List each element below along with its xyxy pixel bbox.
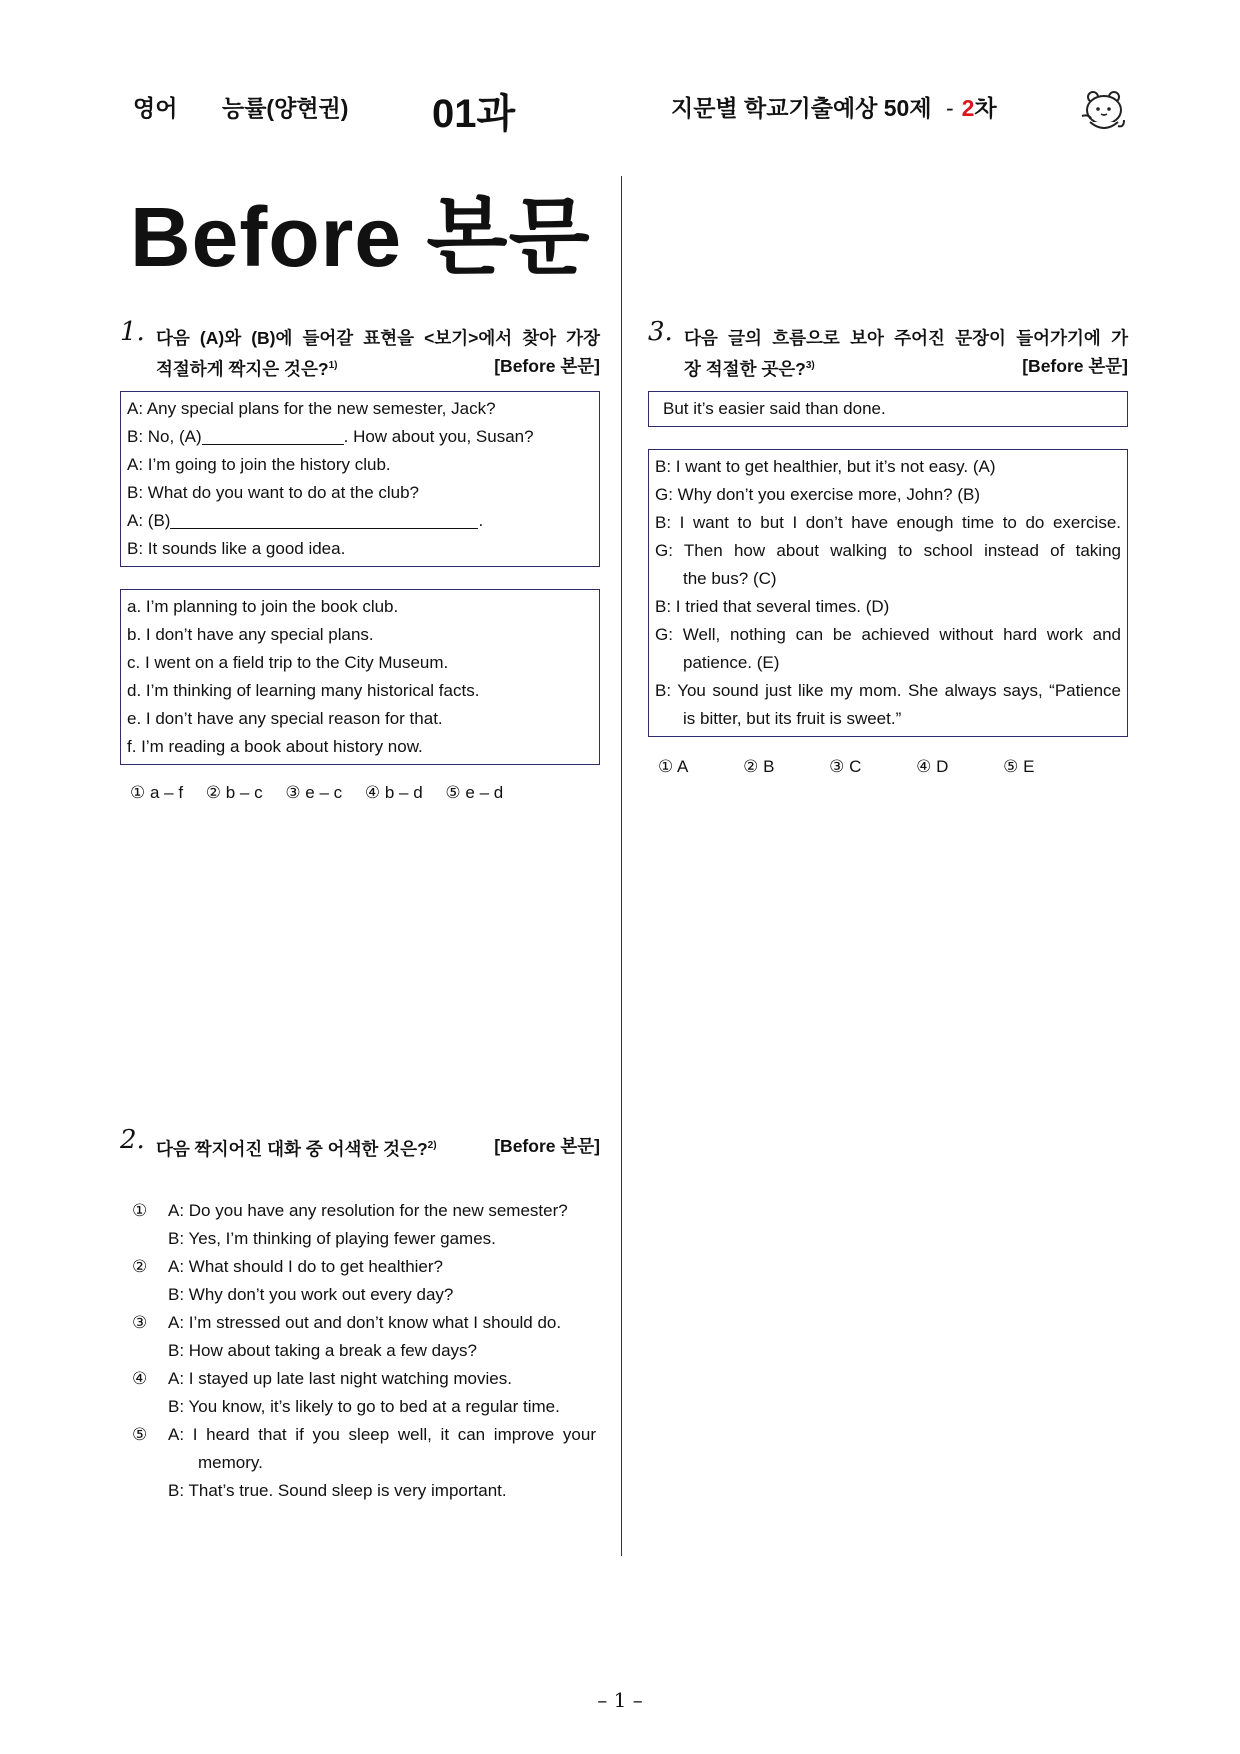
question-1-text-line2: 적절하게 짝지은 것은? [156,358,329,379]
dialogue-box [648,449,1128,737]
answer-choice[interactable]: ⑤ E [1003,756,1035,776]
question-1-text-line1: 다음 (A)와 (B)에 들어갈 표현을 <보기>에서 찾아 가장 [156,328,600,348]
lesson-label: 01과 [432,92,516,136]
series-separator: - [945,95,954,121]
question-3-text-line2: 장 적절한 곳은? [684,358,806,379]
dialogue-line: B: No, (A) . How about you, Susan? [127,426,534,446]
option-4[interactable]: ④ A: I stayed up late last night watching movies. [132,1368,512,1388]
example-item: e. I don’t have any special reason for that. [127,708,443,728]
answer-choice[interactable]: ② B [743,756,775,776]
question-number: 1. [120,317,145,347]
question-3-header [648,317,1128,383]
dialogue-line: is bitter, but its fruit is sweet.” [683,708,902,728]
page-title: Before 본문 [130,190,591,284]
dialogue-line: B: You sound just like my mom. She always says, “Patience [655,680,1121,700]
question-1-header [120,317,600,383]
example-item: f. I’m reading a book about history now. [127,736,423,756]
option-2[interactable]: ② A: What should I do to get healthier? [132,1256,444,1276]
question-3 [648,317,1128,777]
dialogue-line: B: I tried that several times. (D) [655,596,890,616]
option-2-reply: B: Why don’t you work out every day? [168,1284,454,1304]
answer-choice[interactable]: ④ D [916,756,949,776]
dialogue-line: patience. (E) [683,652,780,672]
subject-label: 영어 [133,95,178,121]
dialogue-line: B: I want to but I don’t have enough time to do exercise. [655,512,1121,532]
answer-choice[interactable]: ① a – f [130,782,184,802]
option-1[interactable]: ① A: Do you have any resolution for the new semester? [132,1200,568,1220]
answer-choices [120,783,600,803]
footnote-ref: 3) [805,360,815,371]
question-1 [120,317,600,803]
answer-options [120,1197,600,1505]
round-suffix: 차 [974,95,997,121]
column-divider [621,176,622,1556]
dialogue-line: A: I’m going to join the history club. [127,454,391,474]
given-sentence-box [648,391,1128,427]
question-3-text-line1: 다음 글의 흐름으로 보아 주어진 문장이 들어가기에 가 [684,328,1128,348]
dialogue-line: A: (B) . [127,510,484,530]
examples-box [120,589,600,765]
series-name: 지문별 학교기출예상 50제 [671,95,932,121]
question-2 [120,1125,600,1505]
round-number: 2 [961,95,975,121]
dialogue-line: G: Then how about walking to school instead of taking [655,540,1121,560]
dialogue-line: G: Well, nothing can be achieved without hard work and [655,624,1121,644]
publisher-label: 능률(양현권) [222,95,349,121]
footnote-ref: 1) [328,360,338,371]
option-5[interactable]: ⑤ A: I heard that if you sleep well, it can improve your [132,1424,596,1444]
answer-choice[interactable]: ③ e – c [285,782,343,802]
answer-blank-a [202,426,344,445]
option-1-reply: B: Yes, I’m thinking of playing fewer games. [168,1228,496,1248]
option-5-continued: memory. [198,1452,263,1472]
answer-choice[interactable]: ② b – c [205,782,263,802]
question-number: 3. [648,317,673,347]
example-item: a. I’m planning to join the book club. [127,596,399,616]
option-3-reply: B: How about taking a break a few days? [168,1340,478,1360]
answer-choice[interactable]: ① A [658,756,689,776]
bear-mascot-icon [1078,86,1128,136]
footnote-ref: 2) [427,1140,437,1151]
page-number: – 1 – [597,1688,643,1712]
question-2-text: 다음 짝지어진 대화 중 어색한 것은? [156,1138,428,1159]
given-sentence: But it’s easier said than done. [663,398,886,418]
series-label [671,90,997,123]
question-2-header [120,1125,600,1163]
question-number: 2. [120,1125,145,1155]
answer-choices [648,757,1128,777]
answer-choice[interactable]: ⑤ e – d [445,782,504,802]
answer-choice[interactable]: ④ b – d [364,782,423,802]
dialogue-line: B: It sounds like a good idea. [127,538,346,558]
source-tag: [Before 본문] [1022,356,1128,376]
dialogue-line: B: I want to get healthier, but it’s not easy. (A) [655,456,996,476]
example-item: b. I don’t have any special plans. [127,624,374,644]
dialogue-line: the bus? (C) [683,568,777,588]
dialogue-box [120,391,600,567]
option-3[interactable]: ③ A: I’m stressed out and don’t know what I should do. [132,1312,562,1332]
dialogue-line: B: What do you want to do at the club? [127,482,420,502]
example-item: d. I’m thinking of learning many historical facts. [127,680,480,700]
option-5-reply: B: That’s true. Sound sleep is very important. [168,1480,507,1500]
example-item: c. I went on a field trip to the City Museum. [127,652,449,672]
source-tag: [Before 본문] [494,1136,600,1156]
dialogue-line: A: Any special plans for the new semester, Jack? [127,398,496,418]
dialogue-line: G: Why don’t you exercise more, John? (B) [655,484,981,504]
source-tag: [Before 본문] [494,356,600,376]
option-4-reply: B: You know, it’s likely to go to bed at a regular time. [168,1396,560,1416]
answer-choice[interactable]: ③ C [829,756,862,776]
answer-blank-b [170,510,478,529]
